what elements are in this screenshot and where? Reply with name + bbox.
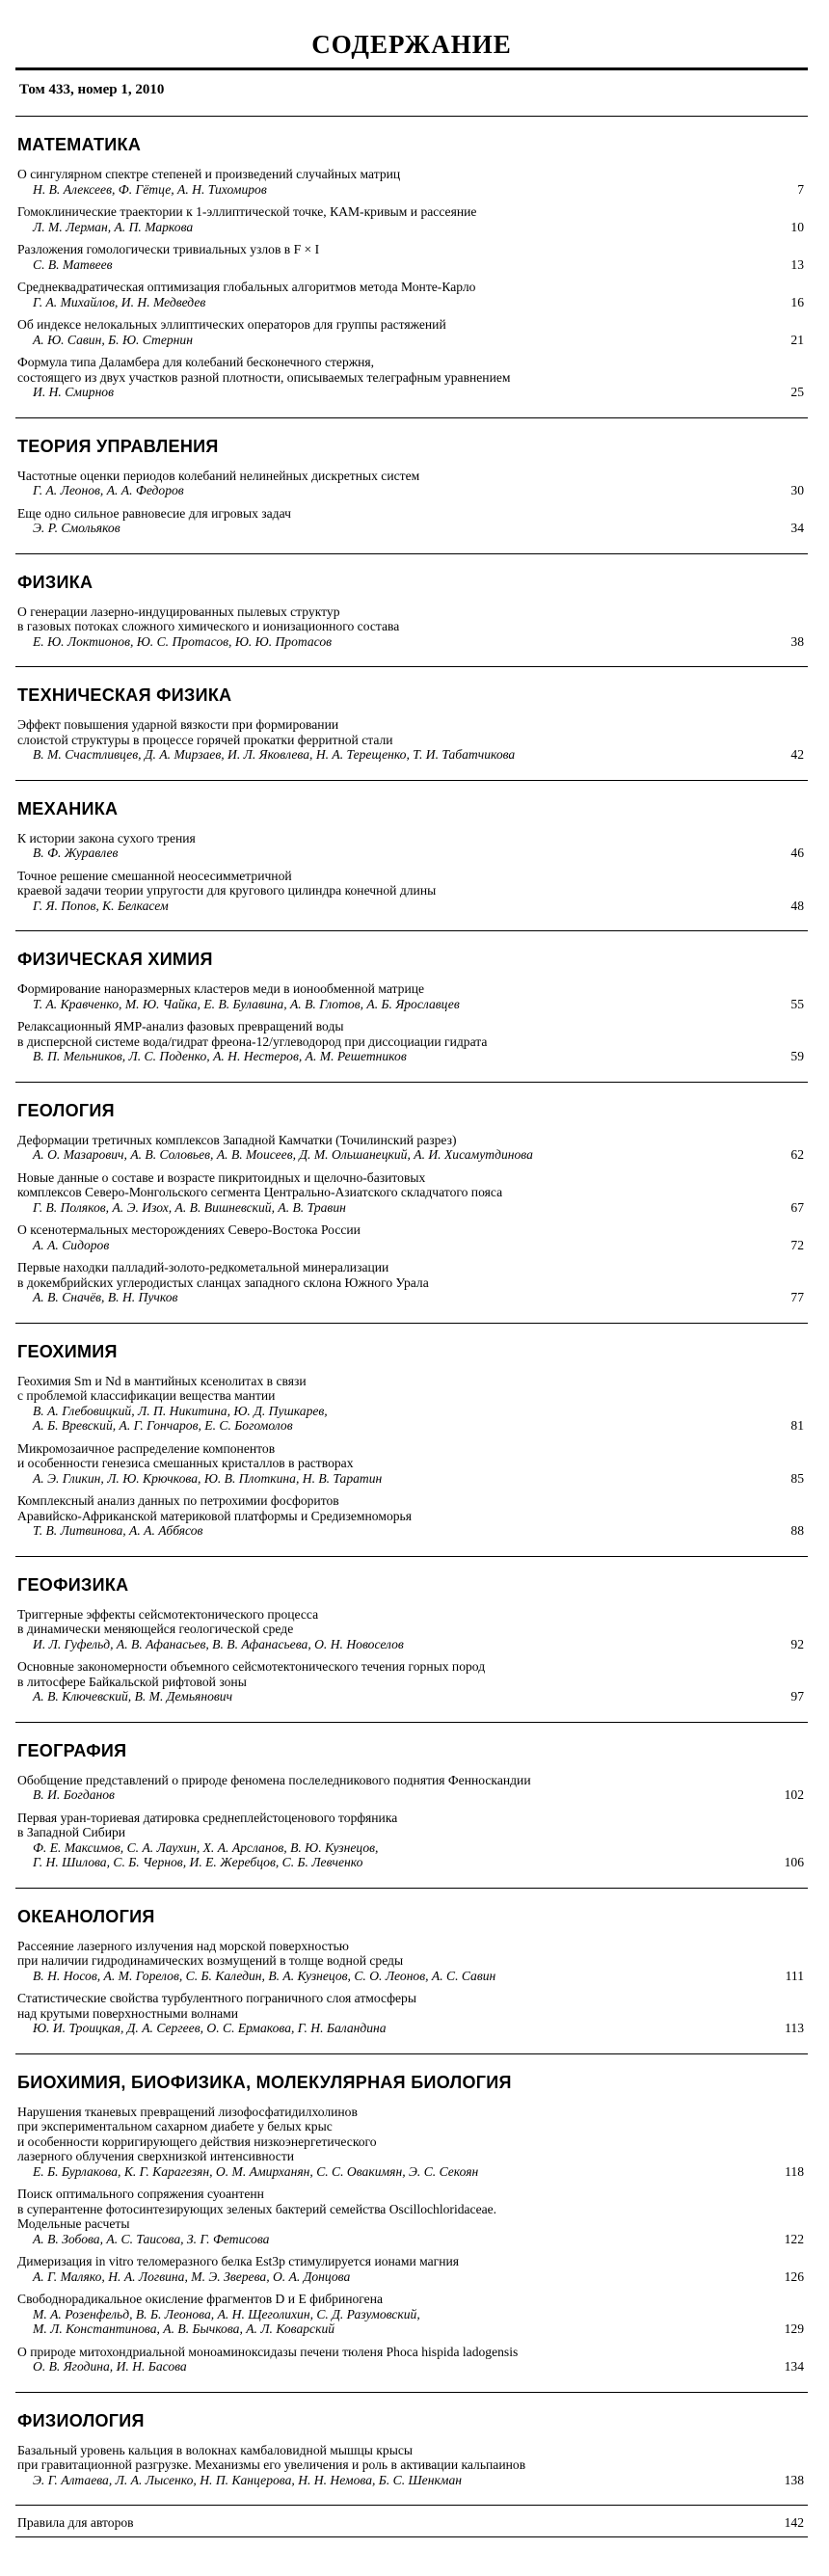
- article-title-line: и особенности генезиса смешанных кристаллов в растворах: [17, 1456, 354, 1470]
- entry-text: [15, 1659, 746, 1704]
- footer-rule-bottom: [15, 2536, 808, 2537]
- entry-text: [15, 1222, 746, 1252]
- article-authors-line: С. В. Матвеев: [33, 256, 113, 272]
- article-authors-line: И. Л. Гуфельд, А. В. Афанасьев, В. В. Афанасьева, О. Н. Новоселов: [33, 1636, 404, 1651]
- toc-entry[interactable]: [15, 1939, 808, 1984]
- toc-entry[interactable]: [15, 1607, 808, 1652]
- article-title-line: в суперантенне фотосинтезирующих зеленых бактерий семейства Oscillochloridaceae.: [17, 2201, 497, 2216]
- entry-text: [15, 717, 746, 763]
- article-title-line: при наличии гидродинамических возмущений в толще водной среды: [17, 1953, 404, 1968]
- page-number: 138: [784, 2472, 804, 2487]
- toc-entry[interactable]: [15, 242, 808, 272]
- article-title-line: Об индексе нелокальных эллиптических операторов для группы растяжений: [17, 317, 446, 332]
- article-authors-line: Е. Ю. Локтионов, Ю. С. Протасов, Ю. Ю. Протасов: [33, 633, 333, 649]
- sections-container: [15, 116, 808, 2505]
- article-title-line: Базальный уровень кальция в волокнах камбаловидной мышцы крысы: [17, 2442, 413, 2457]
- page-number: 85: [790, 1470, 804, 1486]
- toc-entry[interactable]: [15, 280, 808, 309]
- page-number: 97: [790, 1689, 804, 1704]
- section: [15, 2054, 808, 2392]
- article-authors-line: В. М. Счастливцев, Д. А. Мирзаев, И. Л. Яковлева, Н. А. Терещенко, Т. И. Табатчикова: [33, 747, 516, 762]
- article-title-line: при экспериментальном сахарном диабете у белых крыс: [17, 2119, 333, 2133]
- entry-text: [15, 1991, 746, 2036]
- section: [15, 1557, 808, 1722]
- section-title: ТЕХНИЧЕСКАЯ ФИЗИКА: [17, 685, 232, 705]
- article-title-line: слоистой структуры в процессе горячей прокатки ферритной стали: [17, 732, 393, 747]
- article-authors-line: В. Н. Носов, А. М. Горелов, С. Б. Каледин, В. А. Кузнецов, С. О. Леонов, А. С. Савин: [33, 1968, 496, 1983]
- section-title: ГЕОХИМИЯ: [17, 1341, 118, 1361]
- article-authors-line: Г. А. Михайлов, И. Н. Медведев: [33, 294, 206, 309]
- entry-text: [15, 1939, 746, 1984]
- article-title-line: краевой задачи теории упругости для кругового цилиндра конечной длины: [17, 883, 437, 898]
- article-authors-line: О. В. Ягодина, И. Н. Басова: [33, 2359, 187, 2374]
- section-title: МАТЕМАТИКА: [17, 135, 142, 154]
- article-title-line: Новые данные о составе и возрасте пикритоидных и щелочно-базитовых: [17, 1169, 426, 1185]
- page-number: 111: [785, 1968, 804, 1983]
- page-number: 81: [790, 1418, 804, 1433]
- article-title-line: и особенности корригирующего действия низкоэнергетического: [17, 2133, 377, 2149]
- entry-text: [15, 2443, 746, 2488]
- article-authors-line: В. А. Глебовицкий, Л. П. Никитина, Ю. Д. Пушкарев,: [33, 1403, 328, 1418]
- toc-entry[interactable]: [15, 1019, 808, 1064]
- article-authors-line: В. Ф. Журавлев: [33, 845, 119, 860]
- article-authors-line: Э. Р. Смольяков: [33, 521, 120, 535]
- article-authors-line: Т. А. Кравченко, М. Ю. Чайка, Е. В. Булавина, А. В. Глотов, А. Б. Ярославцев: [33, 996, 460, 1011]
- page-number: 113: [785, 2021, 804, 2035]
- toc-entry[interactable]: [15, 1493, 808, 1539]
- entry-text: [15, 869, 746, 914]
- article-authors-line: Г. Н. Шилова, С. Б. Чернов, И. Е. Жеребцов, С. Б. Левченко: [33, 1855, 363, 1869]
- issue-line: Том 433, номер 1, 2010: [19, 82, 165, 97]
- entry-text: [15, 469, 746, 498]
- article-title-line: Нарушения тканевых превращений лизофосфатидилхолинов: [17, 2104, 358, 2119]
- toc-entry[interactable]: [15, 1659, 808, 1704]
- article-title-line: О сингулярном спектре степеней и произведений случайных матриц: [17, 167, 401, 181]
- page-number: 62: [790, 1147, 804, 1162]
- section-title: ГЕОФИЗИКА: [17, 1574, 129, 1595]
- article-authors-line: А. Б. Вревский, А. Г. Гончаров, Е. С. Богомолов: [33, 1418, 293, 1433]
- article-title-line: Рассеяние лазерного излучения над морской поверхностью: [17, 1938, 349, 1953]
- article-title-line: Аравийско-Африканской материковой платформы и Средиземноморья: [17, 1508, 412, 1523]
- toc-entry[interactable]: [15, 1170, 808, 1216]
- section-title: ОКЕАНОЛОГИЯ: [17, 1906, 155, 1926]
- toc-entry[interactable]: [15, 506, 808, 536]
- toc-entry[interactable]: [15, 2254, 808, 2284]
- article-title-line: Деформации третичных комплексов Западной Камчатки (Точилинский разрез): [17, 1132, 457, 1147]
- article-authors-line: А. В. Сначёв, В. Н. Пучков: [33, 1290, 178, 1304]
- section: [15, 1889, 808, 2053]
- page-number: 92: [790, 1636, 804, 1651]
- page-number: 13: [790, 256, 804, 272]
- article-authors-line: А. В. Зобова, А. С. Таисова, З. Г. Фетисова: [33, 2231, 270, 2246]
- article-title-line: Триггерные эффекты сейсмотектонического процесса: [17, 1606, 319, 1622]
- article-title-line: Разложения гомологически тривиальных узлов в F × I: [17, 242, 320, 256]
- page-number: 134: [784, 2359, 804, 2374]
- section-title: ГЕОГРАФИЯ: [17, 1740, 127, 1760]
- article-title-line: с проблемой классификации вещества мантии: [17, 1388, 276, 1403]
- entry-text: [15, 2345, 746, 2375]
- entry-text: [15, 1374, 746, 1434]
- toc-entry[interactable]: [15, 2105, 808, 2180]
- toc-entry[interactable]: [15, 204, 808, 234]
- article-title-line: К истории закона сухого трения: [17, 830, 196, 845]
- contents-page: [15, 0, 808, 2537]
- page-number: 30: [790, 483, 804, 497]
- entry-text: [15, 1441, 746, 1487]
- article-title-line: Релаксационный ЯМР-анализ фазовых превращений воды: [17, 1019, 344, 1033]
- toc-entry[interactable]: [15, 604, 808, 650]
- toc-entry[interactable]: [15, 2345, 808, 2375]
- entry-text: [15, 1607, 746, 1652]
- article-title-line: О ксенотермальных месторождениях Северо-Востока России: [17, 1222, 361, 1237]
- section: [15, 667, 808, 780]
- article-title-line: Модельные расчеты: [17, 2216, 130, 2231]
- entry-text: [15, 1773, 746, 1803]
- article-authors-line: Г. Я. Попов, К. Белкасем: [33, 898, 169, 913]
- page-number: 25: [790, 385, 804, 399]
- page-number: 67: [790, 1199, 804, 1215]
- toc-entry[interactable]: [15, 1811, 808, 1870]
- article-authors-line: А. А. Сидоров: [33, 1237, 110, 1252]
- toc-entry[interactable]: [15, 2292, 808, 2337]
- entry-text: [15, 317, 746, 347]
- toc-entry[interactable]: [15, 317, 808, 347]
- section-title: ФИЗИЧЕСКАЯ ХИМИЯ: [17, 950, 213, 969]
- article-title-line: Эффект повышения ударной вязкости при формировании: [17, 717, 339, 732]
- article-authors-line: Э. Г. Алтаева, Л. А. Лысенко, Н. П. Канцерова, Н. Н. Немова, Б. С. Шенкман: [33, 2472, 463, 2487]
- article-title-line: лазерного облучения сверхнизкой интенсивности: [17, 2149, 295, 2163]
- article-title-line: Димеризация in vitro теломеразного белка Est3p стимулируется ионами магния: [17, 2254, 460, 2268]
- article-authors-line: Г. В. Поляков, А. Э. Изох, А. В. Вишневский, А. В. Травин: [33, 1199, 346, 1215]
- article-title-line: Частотные оценки периодов колебаний нелинейных дискретных систем: [17, 468, 420, 483]
- article-title-line: Свободнорадикальное окисление фрагментов D и E фибриногена: [17, 2292, 384, 2306]
- page-number: 106: [784, 1855, 804, 1869]
- entry-text: [15, 204, 746, 234]
- article-authors-line: А. О. Мазарович, А. В. Соловьев, А. В. Моисеев, Д. М. Ольшанецкий, А. И. Хисамутдинова: [33, 1147, 533, 1162]
- footer-entry[interactable]: [15, 2506, 808, 2536]
- article-title-line: Геохимия Sm и Nd в мантийных ксенолитах в связи: [17, 1373, 307, 1388]
- section-title: МЕХАНИКА: [17, 798, 119, 818]
- section: [15, 931, 808, 1082]
- article-title-line: в Западной Сибири: [17, 1825, 126, 1839]
- page-number: 55: [790, 996, 804, 1011]
- page-number: 77: [790, 1290, 804, 1304]
- article-title-line: Гомоклинические траектории к 1-эллиптической точке, КАМ-кривым и рассеяние: [17, 204, 477, 219]
- article-title-line: в дисперсной системе вода/гидрат фреона-12/углеводород при диссоциации гидрата: [17, 1033, 488, 1049]
- article-authors-line: Т. В. Литвинова, А. А. Аббясов: [33, 1523, 203, 1538]
- article-authors-line: А. Ю. Савин, Б. Ю. Стернин: [33, 332, 193, 347]
- page-number: 88: [790, 1523, 804, 1538]
- page-number: 46: [790, 845, 804, 860]
- toc-entry[interactable]: [15, 831, 808, 861]
- toc-entry[interactable]: [15, 981, 808, 1011]
- toc-entry[interactable]: [15, 1991, 808, 2036]
- article-authors-line: Ю. И. Троицкая, Д. А. Сергеев, О. С. Ермакова, Г. Н. Баландина: [33, 2021, 387, 2035]
- article-title-line: О природе митохондриальной моноаминоксидазы печени тюленя Phoca hispida ladogensis: [17, 2344, 519, 2359]
- article-title-line: над крутыми поверхностными волнами: [17, 2005, 239, 2021]
- toc-entry[interactable]: [15, 1441, 808, 1487]
- entry-text: [15, 242, 746, 272]
- article-title-line: Поиск оптимального сопряжения суоантенн: [17, 2187, 264, 2201]
- article-authors-line: М. Л. Константинова, А. В. Бычкова, А. Л. Коварский: [33, 2321, 335, 2336]
- article-authors-line: Л. М. Лерман, А. П. Маркова: [33, 219, 194, 234]
- article-title-line: Комплексный анализ данных по петрохимии фосфоритов: [17, 1493, 339, 1508]
- page-number: 126: [784, 2268, 804, 2284]
- entry-text: [15, 1170, 746, 1216]
- section-title: ТЕОРИЯ УПРАВЛЕНИЯ: [17, 436, 219, 456]
- section: [15, 781, 808, 931]
- entry-text: [15, 1811, 746, 1870]
- page-title: СОДЕРЖАНИЕ: [311, 30, 512, 59]
- toc-entry[interactable]: [15, 355, 808, 400]
- article-title-line: Еще одно сильное равновесие для игровых задач: [17, 505, 291, 521]
- entry-text: [15, 1019, 746, 1064]
- section-title: ГЕОЛОГИЯ: [17, 1100, 115, 1120]
- article-authors-line: А. В. Ключевский, В. М. Демьянович: [33, 1689, 233, 1704]
- article-authors-line: Ф. Е. Максимов, С. А. Лаухин, Х. А. Арсланов, В. Ю. Кузнецов,: [33, 1839, 379, 1855]
- toc-entry[interactable]: [15, 1260, 808, 1305]
- entry-text: [15, 981, 746, 1011]
- toc-entry[interactable]: [15, 1133, 808, 1163]
- article-title-line: Первая уран-ториевая датировка среднеплейстоценового торфяника: [17, 1810, 398, 1825]
- entry-text: [15, 355, 746, 400]
- page-number: 34: [790, 521, 804, 535]
- page-number: 21: [790, 332, 804, 347]
- article-authors-line: В. П. Мельников, Л. С. Поденко, А. Н. Нестеров, А. М. Решетников: [33, 1049, 407, 1063]
- page-number: 72: [790, 1237, 804, 1252]
- article-title-line: Микромозаичное распределение компонентов: [17, 1440, 276, 1456]
- article-authors-line: Г. А. Леонов, А. А. Федоров: [33, 483, 184, 497]
- article-authors-line: Н. В. Алексеев, Ф. Гётце, А. Н. Тихомиров: [33, 181, 267, 197]
- article-authors-line: А. Э. Гликин, Л. Ю. Крючкова, Ю. В. Плоткина, Н. В. Таратин: [33, 1470, 383, 1486]
- section-title: ФИЗИКА: [17, 572, 94, 592]
- article-title-line: Формирование наноразмерных кластеров меди в ионообменной матрице: [17, 981, 425, 996]
- section: [15, 2393, 808, 2506]
- entry-text: [15, 280, 746, 309]
- footer-label: Правила для авторов: [17, 2515, 134, 2530]
- entry-text: [15, 506, 746, 536]
- toc-entry[interactable]: [15, 1773, 808, 1803]
- footer-page: 142: [784, 2515, 804, 2530]
- entry-text: [15, 167, 746, 197]
- toc-entry[interactable]: [15, 717, 808, 763]
- page-number: 48: [790, 898, 804, 913]
- section-title: ФИЗИОЛОГИЯ: [17, 2410, 145, 2430]
- article-title-line: Первые находки палладий-золото-редкометальной минерализации: [17, 1260, 389, 1275]
- entry-text: [15, 1260, 746, 1305]
- article-title-line: Основные закономерности объемного сейсмотектонического течения горных пород: [17, 1659, 486, 1674]
- page-number: 7: [797, 181, 804, 197]
- page-number: 102: [784, 1787, 804, 1802]
- article-title-line: О генерации лазерно-индуцированных пылевых структур: [17, 604, 340, 619]
- entry-text: [15, 1133, 746, 1163]
- section: [15, 1723, 808, 1888]
- entry-text: [15, 2187, 746, 2246]
- article-title-line: в газовых потоках сложного химического и ионизационного состава: [17, 619, 400, 633]
- toc-entry[interactable]: [15, 469, 808, 498]
- toc-entry[interactable]: [15, 869, 808, 914]
- article-title-line: при гравитационной разгрузке. Механизмы его увеличения и роль в активации кальпаинов: [17, 2457, 526, 2472]
- section: [15, 117, 808, 417]
- toc-entry[interactable]: [15, 2443, 808, 2488]
- entry-text: [15, 604, 746, 650]
- article-title-line: состоящего из двух участков разной плотности, описываемых телеграфным уравнением: [17, 369, 511, 385]
- entry-text: [15, 831, 746, 861]
- article-authors-line: М. А. Розенфельд, В. Б. Леонова, А. Н. Щеголихин, С. Д. Разумовский,: [33, 2306, 420, 2321]
- toc-entry[interactable]: [15, 1222, 808, 1252]
- article-authors-line: Е. Б. Бурлакова, К. Г. Карагезян, О. М. Амирханян, С. С. Овакимян, Э. С. Секоян: [33, 2163, 479, 2179]
- article-authors-line: В. И. Богданов: [33, 1787, 115, 1802]
- entry-text: [15, 2292, 746, 2337]
- article-title-line: в докембрийских углеродистых сланцах западного склона Южного Урала: [17, 1275, 429, 1290]
- page-number: 42: [790, 747, 804, 762]
- section: [15, 1324, 808, 1556]
- section: [15, 1083, 808, 1323]
- article-authors-line: И. Н. Смирнов: [33, 385, 115, 399]
- page-number: 129: [784, 2321, 804, 2336]
- article-title-line: Формула типа Даламбера для колебаний бесконечного стержня,: [17, 355, 375, 369]
- page-number: 122: [784, 2231, 804, 2246]
- entry-text: [15, 2254, 746, 2284]
- toc-entry[interactable]: [15, 2187, 808, 2246]
- article-title-line: Точное решение смешанной неосесимметричной: [17, 868, 292, 883]
- page-number: 10: [790, 219, 804, 234]
- page-number: 38: [790, 633, 804, 649]
- article-title-line: Среднеквадратическая оптимизация глобальных алгоритмов метода Монте-Карло: [17, 280, 476, 294]
- article-title-line: Обобщение представлений о природе феномена послеледникового поднятия Фенноскандии: [17, 1772, 531, 1787]
- page-number: 118: [785, 2163, 804, 2179]
- entry-text: [15, 2105, 746, 2180]
- article-title-line: в литосфере Байкальской рифтовой зоны: [17, 1674, 247, 1689]
- section: [15, 554, 808, 667]
- article-title-line: комплексов Северо-Монгольского сегмента Центрально-Азиатского складчатого пояса: [17, 1185, 503, 1199]
- page-number: 59: [790, 1049, 804, 1063]
- article-title-line: в динамически меняющейся геологической среде: [17, 1622, 294, 1636]
- article-title-line: Статистические свойства турбулентного пограничного слоя атмосферы: [17, 1991, 416, 2005]
- entry-text: [15, 1493, 746, 1539]
- toc-entry[interactable]: [15, 1374, 808, 1434]
- toc-entry[interactable]: [15, 167, 808, 197]
- page-number: 16: [790, 294, 804, 309]
- section-title: БИОХИМИЯ, БИОФИЗИКА, МОЛЕКУЛЯРНАЯ БИОЛОГИЯ: [17, 2072, 512, 2092]
- section: [15, 418, 808, 553]
- article-authors-line: А. Г. Маляко, Н. А. Логвина, М. Э. Зверева, О. А. Донцова: [33, 2268, 351, 2284]
